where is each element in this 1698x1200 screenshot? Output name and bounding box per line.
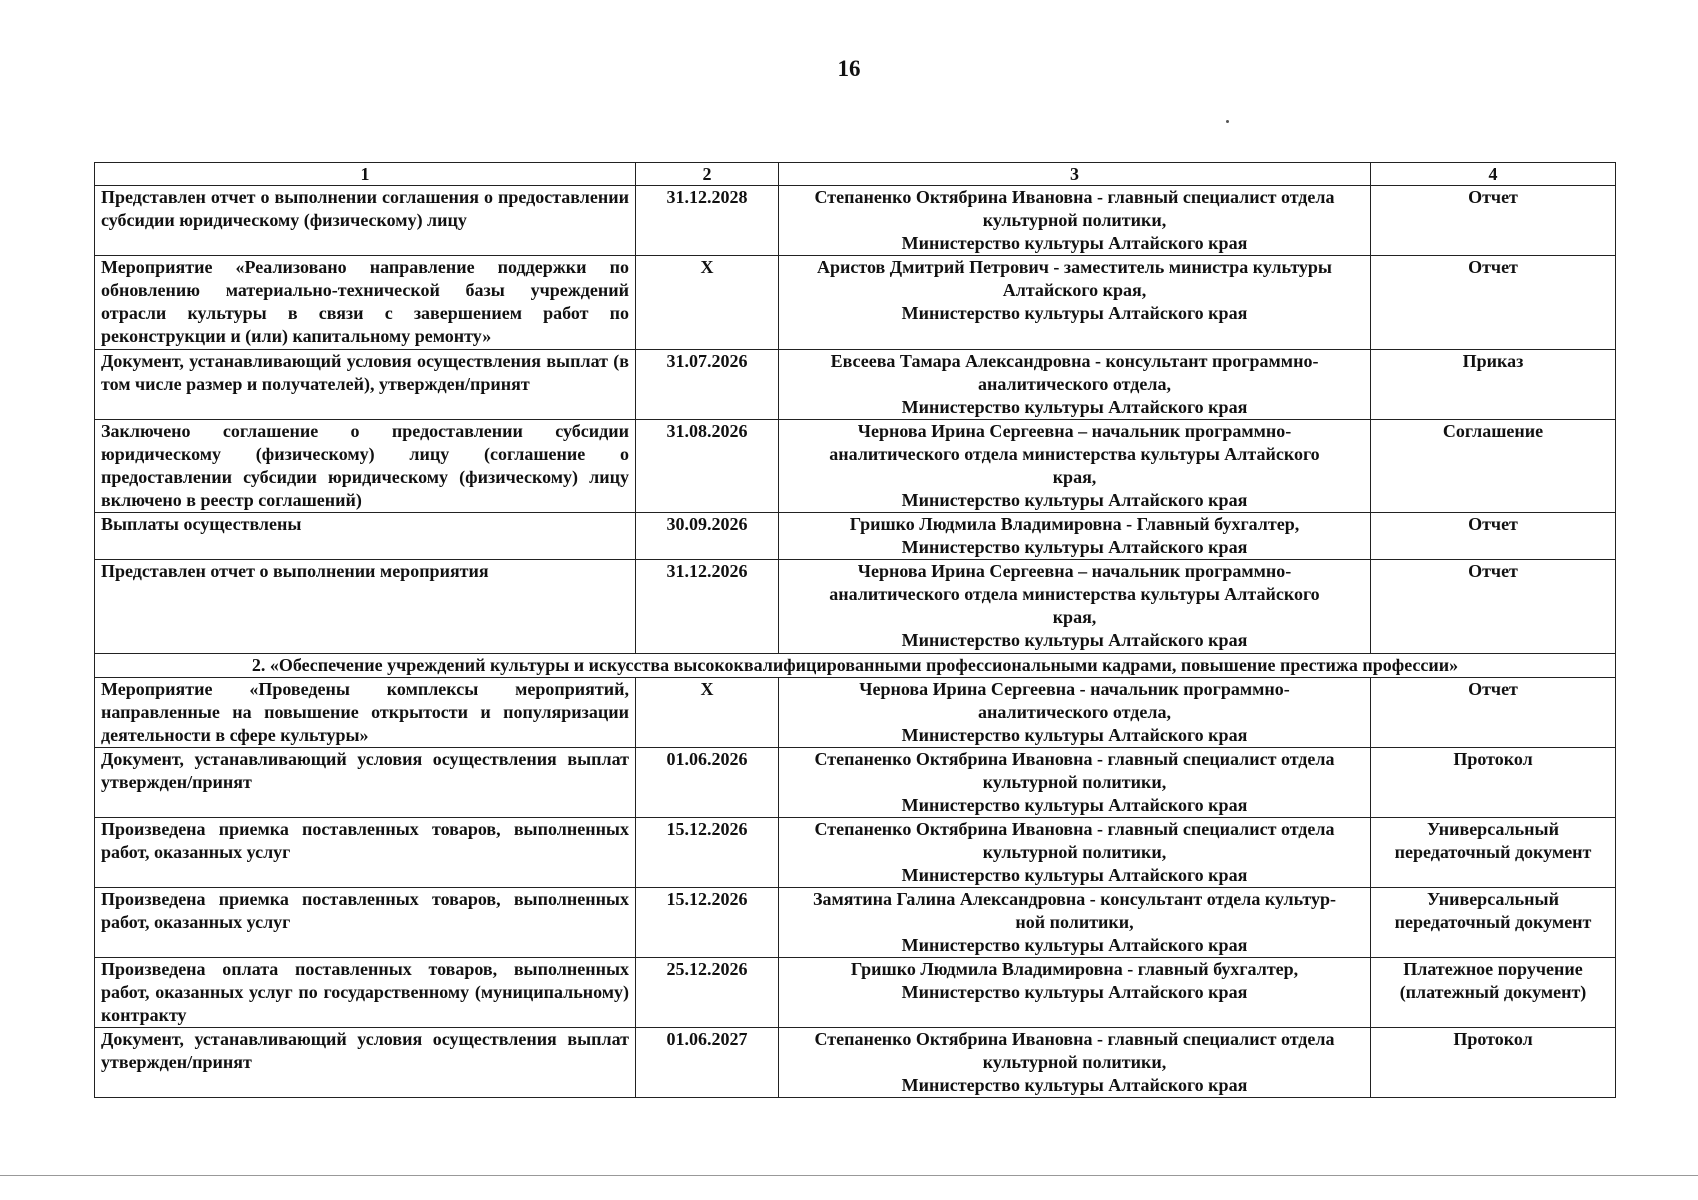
responsible-line: Евсеева Тамара Александровна - консультант программно-	[830, 351, 1319, 371]
document-cell: Универсальный передаточный документ	[1371, 818, 1616, 888]
task-cell: Мероприятие «Проведены комплексы мероприятий, направленные на повышение открытости и популяризации деятельности в сфере культуры»	[95, 678, 636, 748]
header-cell-2: 2	[636, 163, 779, 186]
responsible-line: Степаненко Октябрина Ивановна - главный специалист отдела	[814, 819, 1335, 839]
footer-rule	[0, 1175, 1698, 1176]
responsible-line: культурной политики,	[982, 1052, 1167, 1072]
responsible-line: Министерство культуры Алтайского края	[901, 397, 1248, 417]
responsible-line: Министерство культуры Алтайского края	[901, 725, 1248, 745]
date-cell: 15.12.2026	[636, 888, 779, 958]
responsible-line: Министерство культуры Алтайского края	[901, 630, 1248, 650]
responsible-line: Министерство культуры Алтайского края	[901, 795, 1248, 815]
table-row	[95, 186, 1616, 256]
task-cell: Представлен отчет о выполнении соглашения о предоставлении субсидии юридическому (физическому) лицу	[95, 186, 636, 256]
task-cell: Документ, устанавливающий условия осуществления выплат (в том числе размер и получателей), утвержден/принят	[95, 350, 636, 420]
table-row	[95, 958, 1616, 1028]
responsible-cell	[779, 350, 1371, 420]
table-row	[95, 256, 1616, 350]
header-cell-4: 4	[1371, 163, 1616, 186]
date-cell: X	[636, 678, 779, 748]
responsible-cell	[779, 678, 1371, 748]
document-cell: Отчет	[1371, 256, 1616, 350]
section-row	[95, 654, 1616, 678]
responsible-line: Министерство культуры Алтайского края	[901, 982, 1248, 1002]
responsible-line: ной политики,	[1015, 912, 1134, 932]
page-number: 16	[837, 56, 861, 81]
responsible-line: аналитического отдела,	[978, 374, 1171, 394]
date-cell: 31.07.2026	[636, 350, 779, 420]
document-cell: Универсальный передаточный документ	[1371, 888, 1616, 958]
document-cell: Протокол	[1371, 1028, 1616, 1098]
table-row	[95, 420, 1616, 513]
responsible-line: Гришко Людмила Владимировна - Главный бухгалтер,	[849, 514, 1300, 534]
date-cell: 25.12.2026	[636, 958, 779, 1028]
responsible-line: культурной политики,	[982, 210, 1167, 230]
section-title: 2. «Обеспечение учреждений культуры и искусства высококвалифицированными профессиональными кадрами, повышение престижа профессии»	[95, 654, 1616, 678]
responsible-line: Степаненко Октябрина Ивановна - главный специалист отдела	[814, 1029, 1335, 1049]
task-cell: Мероприятие «Реализовано направление поддержки по обновлению материально-технической базы учреждений отрасли культуры в связи с завершением работ по реконструкции и (или) капитальному ремонту»	[95, 256, 636, 350]
table-row	[95, 1028, 1616, 1098]
responsible-line: Министерство культуры Алтайского края	[901, 233, 1248, 253]
responsible-line: Министерство культуры Алтайского края	[901, 865, 1248, 885]
table-row	[95, 560, 1616, 654]
header-cell-1: 1	[95, 163, 636, 186]
task-cell: Произведена оплата поставленных товаров, выполненных работ, оказанных услуг по государственному (муниципальному) контракту	[95, 958, 636, 1028]
responsible-cell	[779, 560, 1371, 654]
header-cell-3: 3	[779, 163, 1371, 186]
table-row	[95, 513, 1616, 560]
responsible-line: края,	[1052, 607, 1097, 627]
responsible-line: культурной политики,	[982, 772, 1167, 792]
date-cell: 31.12.2026	[636, 560, 779, 654]
responsible-line: Чернова Ирина Сергеевна - начальник программно-	[859, 679, 1290, 699]
table-row	[95, 678, 1616, 748]
responsible-cell	[779, 513, 1371, 560]
responsible-line: аналитического отдела,	[978, 702, 1171, 722]
document-cell: Отчет	[1371, 678, 1616, 748]
scan-speck	[1226, 120, 1229, 123]
responsible-cell	[779, 888, 1371, 958]
document-cell: Приказ	[1371, 350, 1616, 420]
responsible-line: Аристов Дмитрий Петрович - заместитель министра культуры	[817, 257, 1332, 277]
document-cell: Протокол	[1371, 748, 1616, 818]
date-cell: 15.12.2026	[636, 818, 779, 888]
responsible-line: Степаненко Октябрина Ивановна - главный специалист отдела	[814, 749, 1335, 769]
plan-table	[94, 162, 1616, 1098]
document-cell: Отчет	[1371, 513, 1616, 560]
date-cell: 31.12.2028	[636, 186, 779, 256]
task-cell: Выплаты осуществлены	[95, 513, 636, 560]
date-cell: 30.09.2026	[636, 513, 779, 560]
table-row	[95, 818, 1616, 888]
responsible-line: Алтайского края,	[1002, 280, 1147, 300]
responsible-cell	[779, 748, 1371, 818]
responsible-line: аналитического отдела министерства культуры Алтайского	[829, 584, 1320, 604]
responsible-line: Министерство культуры Алтайского края	[901, 303, 1248, 323]
responsible-cell	[779, 818, 1371, 888]
responsible-line: Гришко Людмила Владимировна - главный бухгалтер,	[850, 959, 1299, 979]
document-cell: Отчет	[1371, 186, 1616, 256]
responsible-line: культурной политики,	[982, 842, 1167, 862]
responsible-line: Замятина Галина Александровна - консультант отдела культур-	[812, 889, 1337, 909]
responsible-cell	[779, 1028, 1371, 1098]
responsible-line: Чернова Ирина Сергеевна – начальник программно-	[857, 421, 1292, 441]
date-cell: X	[636, 256, 779, 350]
task-cell: Произведена приемка поставленных товаров, выполненных работ, оказанных услуг	[95, 888, 636, 958]
task-cell: Документ, устанавливающий условия осуществления выплат утвержден/принят	[95, 1028, 636, 1098]
task-cell: Представлен отчет о выполнении мероприятия	[95, 560, 636, 654]
date-cell: 31.08.2026	[636, 420, 779, 513]
responsible-line: Министерство культуры Алтайского края	[901, 537, 1248, 557]
task-cell: Произведена приемка поставленных товаров, выполненных работ, оказанных услуг	[95, 818, 636, 888]
table-header-row	[95, 163, 1616, 186]
document-cell: Платежное поручение (платежный документ)	[1371, 958, 1616, 1028]
task-cell: Заключено соглашение о предоставлении субсидии юридическому (физическому) лицу (соглашение о предоставлении субсидии юридическому (физическому) лицу включено в реестр соглашений)	[95, 420, 636, 513]
document-cell: Соглашение	[1371, 420, 1616, 513]
table-row	[95, 350, 1616, 420]
responsible-line: Министерство культуры Алтайского края	[901, 490, 1248, 510]
responsible-line: аналитического отдела министерства культуры Алтайского	[829, 444, 1320, 464]
responsible-line: Чернова Ирина Сергеевна – начальник программно-	[857, 561, 1292, 581]
responsible-line: Министерство культуры Алтайского края	[901, 935, 1248, 955]
date-cell: 01.06.2027	[636, 1028, 779, 1098]
task-cell: Документ, устанавливающий условия осуществления выплат утвержден/принят	[95, 748, 636, 818]
responsible-cell	[779, 186, 1371, 256]
table-row	[95, 748, 1616, 818]
responsible-cell	[779, 958, 1371, 1028]
responsible-line: Степаненко Октябрина Ивановна - главный специалист отдела	[814, 187, 1335, 207]
responsible-line: Министерство культуры Алтайского края	[901, 1075, 1248, 1095]
responsible-cell	[779, 420, 1371, 513]
date-cell: 01.06.2026	[636, 748, 779, 818]
responsible-cell	[779, 256, 1371, 350]
responsible-line: края,	[1052, 467, 1097, 487]
table-row	[95, 888, 1616, 958]
document-cell: Отчет	[1371, 560, 1616, 654]
